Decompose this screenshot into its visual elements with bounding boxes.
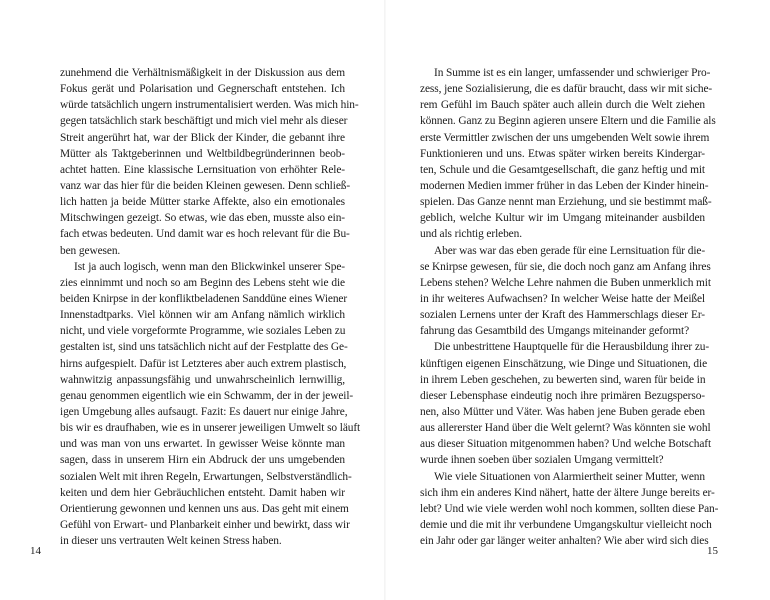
text-line: fahrung das Gesamtbild des Umgangs miteinander geformt?: [420, 325, 690, 338]
text-line: rem Gefühl im Bauch später auch allein durch die Welt ziehen: [420, 99, 705, 112]
text-line: aus dieser Situation mitgenommen haben? Und welche Botschaft: [420, 438, 712, 451]
text-line: Lebens stehen? Welche Lehre nahmen die Buben unmerklich mit: [420, 276, 711, 289]
text-line: Orientierung gewonnen und kennen uns aus. Das geht mit einem: [60, 502, 349, 515]
right-page: [385, 0, 770, 600]
text-line: gestalten ist, sind uns tatsächlich nicht auf der Festplatte des Ge-: [60, 341, 348, 354]
right-page-number: 15: [707, 545, 718, 557]
text-line: dieser Lebensphase eindeutig noch ihre primären Bezugsperso-: [420, 389, 705, 402]
text-line: ten, Schule und die Gesamtgesellschaft, die ganz heftig und mit: [420, 163, 705, 176]
text-line: erste Vermittler zwischen der uns umgebenden Welt sowie ihrem: [420, 131, 710, 144]
text-line: Mütter als Taktgeberinnen und Weltbildbegründerinnen beob-: [60, 147, 345, 160]
text-line: igen Umgebung alles aufsaugt. Fazit: Es dauert nur einige Jahre,: [60, 405, 348, 418]
text-line: demie und die mit ihr verbundene Umgangskultur vielleicht noch: [420, 518, 712, 531]
text-line: nen, also Mütter und Väter. Was haben jene Buben gerade eben: [420, 405, 705, 418]
text-line: se Knirpse gewesen, für sie, die doch noch ganz am Anfang ihres: [420, 260, 711, 273]
text-line: in ihr weiteres Aufwachsen? In welcher Weise hatte der Meißel: [420, 292, 705, 305]
text-line: nicht, und viele vorgeformte Programme, wie soziales Leben zu: [60, 325, 346, 338]
text-line: Innenstadtparks. Viel können wir am Anfang nämlich wirklich: [60, 309, 345, 322]
text-line: sozialen Lernens unter der Kraft des Hammerschlags dieser Er-: [420, 309, 705, 322]
text-line: wahnwitzig anpassungsfähig und unwahrscheinlich lernwillig,: [60, 373, 345, 386]
text-line: in ihrem Leben geschehen, zu bewerten sind, waren für beide in: [420, 373, 706, 386]
text-line: Fokus gerät und Polarisation und Gegnerschaft entstehen. Ich: [60, 83, 345, 96]
text-line: Ist ja auch logisch, wenn man den Blickwinkel unserer Spe-: [74, 260, 345, 273]
text-line: ein Jahr oder gar länger weiter anhalten? Wie aber wird sich dies: [420, 535, 709, 548]
text-line: wurde ihnen soeben über sozialen Umgang vermittelt?: [420, 454, 664, 467]
text-line: fach etwas bedeuten. Und damit war es hoch relevant für die Bu-: [60, 228, 350, 241]
text-line: aus allererster Hand über die Welt gelernt? Was könnten sie wohl: [420, 422, 711, 435]
text-line: zess, jene Sozialisierung, die es dafür braucht, dass wir mit siche-: [420, 83, 713, 96]
text-line: modernen Medien immer früher in das Leben der Kinder hinein-: [420, 179, 709, 192]
left-page-number: 14: [30, 545, 41, 557]
text-line: keiten und dem hier Gebräuchlichen entsteht. Damit haben wir: [60, 486, 345, 499]
text-line: ben gewesen.: [60, 244, 121, 257]
text-line: vanz war das hier für die beiden Kleinen gewesen. Denn schließ-: [60, 179, 351, 192]
text-line: lich hatten ja beide Mütter starke Affekte, also ein emotionales: [60, 196, 345, 209]
text-line: Mitschwingen gezeigt. So etwas, wie das eben, musste also ein-: [60, 212, 345, 225]
text-line: Funktionieren und uns. Etwas später wirken bereits Kindergar-: [420, 147, 705, 160]
text-line: In Summe ist es ein langer, umfassender und schwieriger Pro-: [434, 67, 711, 79]
text-line: beiden Knirpse in der konfliktbeladenen Sanddüne eines Wiener: [60, 292, 348, 305]
text-line: in dieser uns vertrauten Welt keinen Stress haben.: [60, 535, 282, 548]
text-line: würde tatsächlich ungern instrumentalisiert werden. Was mich hin-: [60, 99, 359, 112]
text-line: Die unbestrittene Hauptquelle für die Herausbildung ihrer zu-: [434, 341, 710, 354]
text-line: sagen, dass in unserem Hirn ein Abdruck der uns umgebenden: [60, 454, 345, 467]
right-page-text: [420, 65, 719, 549]
text-line: hirns aufgespielt. Dafür ist Letzteres aber auch extrem plastisch,: [60, 357, 347, 370]
text-line: Streit angerührt hat, war der Blick der Kinder, die gebannt ihre: [60, 131, 345, 144]
text-line: genau genommen eigentlich wie ein Schwamm, der in der jeweil-: [60, 389, 354, 402]
text-line: Wie viele Situationen von Alarmiertheit seiner Mutter, wenn: [434, 470, 705, 483]
text-line: geblich, welche Kultur wir im Umgang miteinander ausbilden: [420, 212, 705, 225]
text-line: und als richtig erleben.: [420, 228, 522, 241]
text-line: künftigen eigenen Einschätzung, wie Dinge und Situationen, die: [420, 357, 708, 370]
text-line: achtet hatten. Eine klassische Lernsituation von erhöhter Rele-: [60, 163, 345, 176]
text-line: bis wir es draufhaben, wie es in unserer jeweiligen Umwelt so läuft: [60, 422, 361, 435]
left-page-text: [60, 65, 361, 549]
text-line: gegen tatsächlich stark beschäftigt und mich viel mehr als dieser: [60, 115, 348, 128]
text-line: zies einnimmt und noch so am Beginn des Lebens steht wie die: [60, 276, 345, 289]
text-line: Gefühl von Erwart- und Planbarkeit einher und bewirkt, dass wir: [60, 518, 350, 531]
text-line: und was man von uns erwartet. In gewisser Weise könnte man: [60, 438, 345, 451]
text-line: Aber was war das eben gerade für eine Lernsituation für die-: [434, 244, 706, 257]
text-line: sozialen Welt mit ihren Regeln, Erwartungen, Selbstverständlich-: [60, 470, 352, 483]
text-line: zunehmend die Verhältnismäßigkeit in der Diskussion aus dem: [60, 67, 345, 79]
text-line: können. Ganz zu Beginn agieren unsere Eltern und die Familie als: [420, 115, 716, 128]
text-line: spielen. Das Ganze nennt man Erziehung, und sie bestimmt maß-: [420, 196, 712, 209]
text-line: lebt? Und wie viele werden wohl noch kommen, sollten diese Pan-: [420, 502, 719, 515]
text-line: sich ihm ein anderes Kind nähert, hatte der ältere Junge bereits er-: [420, 486, 715, 499]
